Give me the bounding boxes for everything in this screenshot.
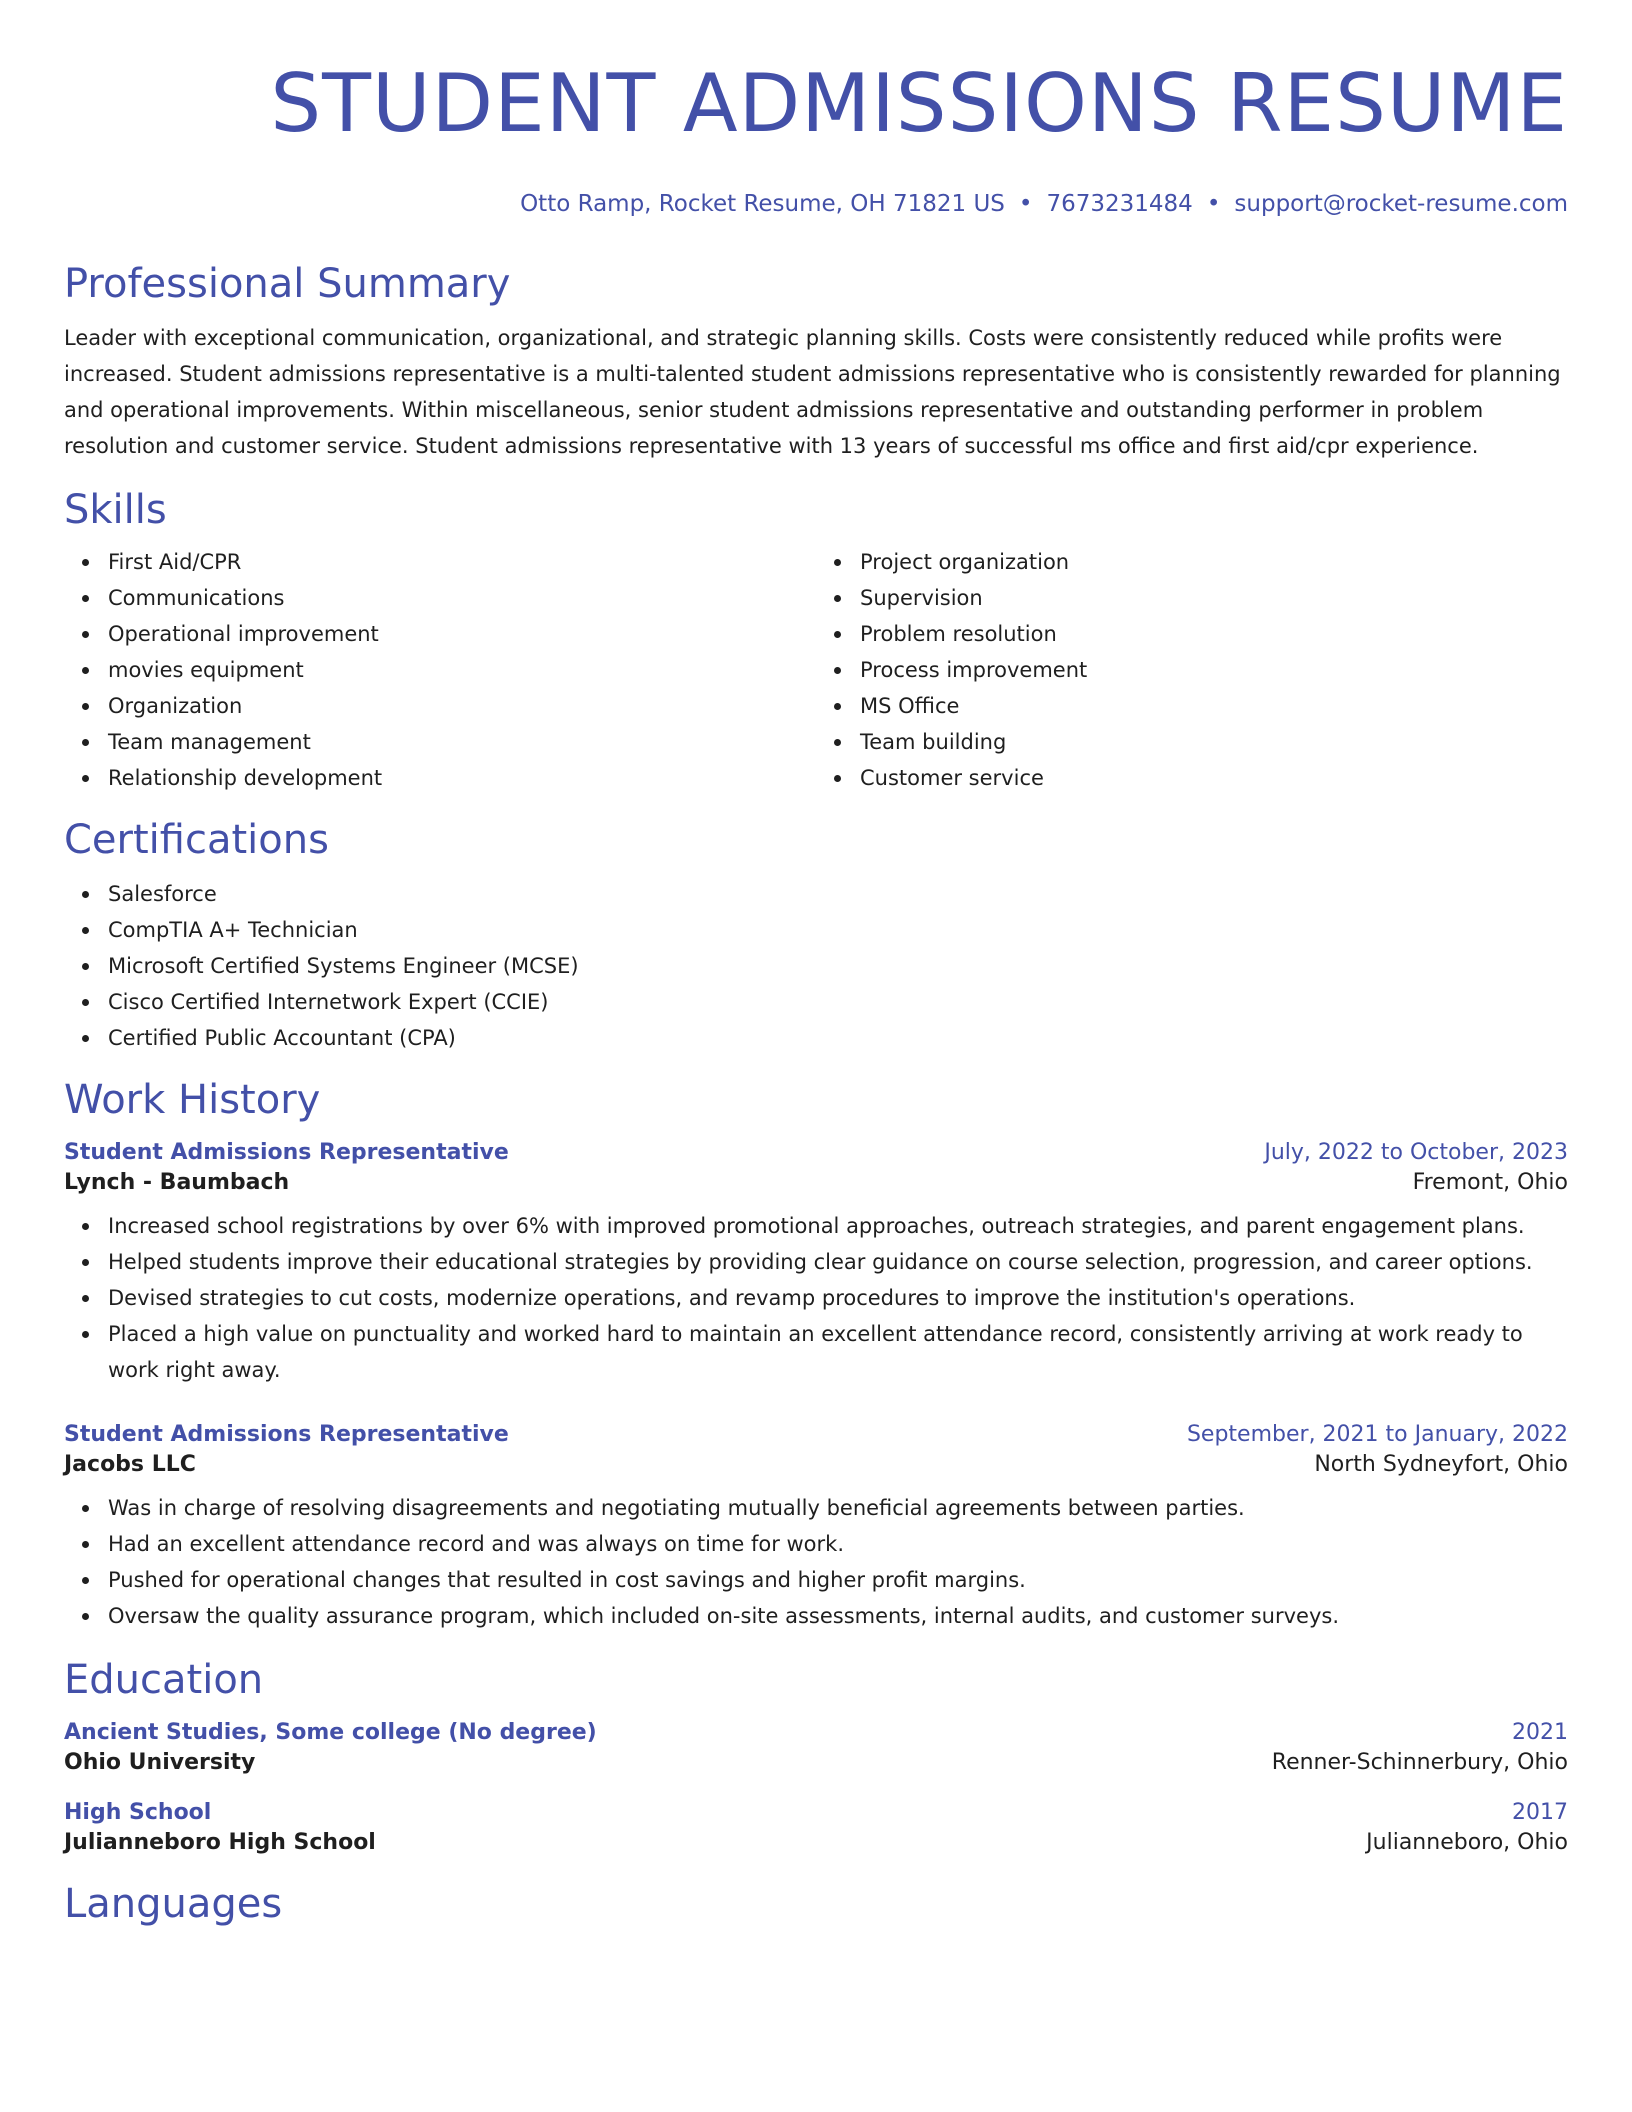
skills-heading: Skills: [64, 487, 167, 533]
skills-list-right: [816, 544, 1568, 796]
resume-title: STUDENT ADMISSIONS RESUME: [270, 57, 1568, 150]
contact-line: [64, 190, 1568, 218]
job-bullets: [64, 1208, 1568, 1388]
job-dates: September, 2021 to January, 2022: [1186, 1422, 1568, 1447]
skill-item: First Aid/CPR: [108, 544, 816, 580]
skill-item: Project organization: [860, 544, 1568, 580]
skills-grid: [64, 544, 1568, 796]
education-year: 2017: [1512, 1800, 1568, 1825]
job-header-row: [64, 1138, 1568, 1168]
job-location: North Sydneyfort, Ohio: [1314, 1452, 1568, 1477]
skill-item: Team management: [108, 724, 816, 760]
job-subheader-row: [64, 1450, 1568, 1480]
certification-item: Certified Public Accountant (CPA): [108, 1020, 1568, 1056]
job-bullet: Devised strategies to cut costs, modernize operations, and revamp procedures to improve the institution's operations.: [108, 1280, 1568, 1316]
contact-separator: •: [1018, 191, 1033, 217]
contact-email: support@rocket-resume.com: [1234, 191, 1568, 217]
skill-item: Customer service: [860, 760, 1568, 796]
job-company: Jacobs LLC: [64, 1452, 196, 1477]
education-year: 2021: [1512, 1720, 1568, 1745]
education-header-row: [64, 1798, 1568, 1828]
job-bullets: [64, 1490, 1568, 1634]
skill-item: Communications: [108, 580, 816, 616]
education-school: Julianneboro High School: [64, 1830, 376, 1855]
contact-separator: •: [1206, 191, 1221, 217]
job-company: Lynch - Baumbach: [64, 1170, 290, 1195]
job-bullet: Had an excellent attendance record and was always on time for work.: [108, 1526, 1568, 1562]
job-title: Student Admissions Representative: [64, 1140, 509, 1165]
job-entry: [64, 1138, 1568, 1388]
education-degree: High School: [64, 1800, 212, 1825]
job-dates: July, 2022 to October, 2023: [1264, 1140, 1568, 1165]
skill-item: Relationship development: [108, 760, 816, 796]
certification-item: CompTIA A+ Technician: [108, 912, 1568, 948]
skills-list-left: [64, 544, 816, 796]
skill-item: Team building: [860, 724, 1568, 760]
job-title: Student Admissions Representative: [64, 1422, 509, 1447]
job-bullet: Helped students improve their educational strategies by providing clear guidance on course selection, progression, and career options.: [108, 1244, 1568, 1280]
summary-text: Leader with exceptional communication, organizational, and strategic planning skills. Costs were consistently reduced while profits were increased. Student admissions representative is a multi-talented student admissions representative who is consistently rewarded for planning and operational improvements. Within miscellaneous, senior student admissions representative and outstanding performer in problem resolution and customer service. Student admissions representative with 13 years of successful ms office and first aid/cpr experience.: [64, 326, 1561, 458]
education-school: Ohio University: [64, 1750, 256, 1775]
job-bullet: Oversaw the quality assurance program, which included on-site assessments, internal audits, and customer surveys.: [108, 1598, 1568, 1634]
certifications-heading: Certifications: [64, 817, 329, 863]
certifications-list: [64, 876, 1568, 1056]
skill-item: movies equipment: [108, 652, 816, 688]
job-location: Fremont, Ohio: [1412, 1170, 1568, 1195]
education-subheader-row: [64, 1828, 1568, 1858]
job-bullet: Was in charge of resolving disagreements and negotiating mutually beneficial agreements between parties.: [108, 1490, 1568, 1526]
skill-item: Process improvement: [860, 652, 1568, 688]
education-location: Renner-Schinnerbury, Ohio: [1271, 1750, 1568, 1775]
education-degree: Ancient Studies, Some college (No degree): [64, 1720, 597, 1745]
job-bullet: Pushed for operational changes that resulted in cost savings and higher profit margins.: [108, 1562, 1568, 1598]
skill-item: Supervision: [860, 580, 1568, 616]
languages-heading: Languages: [64, 1881, 283, 1927]
education-location: Julianneboro, Ohio: [1366, 1830, 1568, 1855]
job-bullet: Placed a high value on punctuality and worked hard to maintain an excellent attendance record, consistently arriving at work ready to work right away.: [108, 1316, 1568, 1388]
resume-page: [64, 0, 1568, 1928]
education-header-row: [64, 1718, 1568, 1748]
certification-item: Cisco Certified Internetwork Expert (CCIE): [108, 984, 1568, 1020]
education-entry: [64, 1798, 1568, 1858]
certification-item: Salesforce: [108, 876, 1568, 912]
summary-heading: Professional Summary: [64, 261, 511, 307]
work-history-heading: Work History: [64, 1077, 321, 1123]
contact-phone: 7673231484: [1046, 191, 1193, 217]
education-subheader-row: [64, 1748, 1568, 1778]
contact-address: Otto Ramp, Rocket Resume, OH 71821 US: [520, 191, 1005, 217]
job-entry: [64, 1420, 1568, 1634]
certification-item: Microsoft Certified Systems Engineer (MCSE): [108, 948, 1568, 984]
skill-item: Problem resolution: [860, 616, 1568, 652]
education-entry: [64, 1718, 1568, 1778]
skill-item: Operational improvement: [108, 616, 816, 652]
job-bullet: Increased school registrations by over 6% with improved promotional approaches, outreach strategies, and parent engagement plans.: [108, 1208, 1568, 1244]
skill-item: Organization: [108, 688, 816, 724]
skill-item: MS Office: [860, 688, 1568, 724]
education-heading: Education: [64, 1657, 264, 1703]
job-header-row: [64, 1420, 1568, 1450]
job-subheader-row: [64, 1168, 1568, 1198]
